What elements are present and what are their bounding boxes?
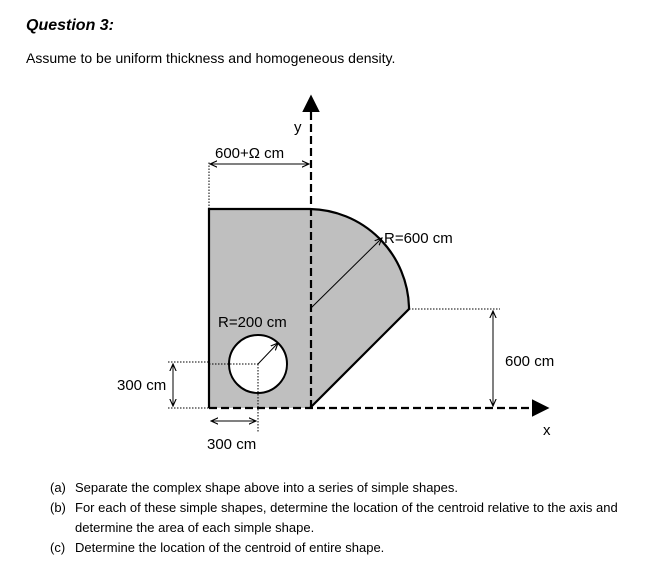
part-text: For each of these simple shapes, determine the location of the centroid relative to the axis and determine the area of each simple shape. [75,500,618,535]
part-text: Determine the location of the centroid of entire shape. [75,540,385,555]
radius-small-label: R=200 cm [218,314,287,331]
part-marker: (b) [50,500,66,515]
width-label: 600+Ω cm [215,145,285,162]
question-title: Question 3: [26,17,115,34]
radius-big-label: R=600 cm [384,230,453,247]
question-intro: Assume to be uniform thickness and homogeneous density. [26,50,396,66]
part-text: Separate the complex shape above into a series of simple shapes. [75,480,459,495]
part-marker: (a) [50,480,66,495]
question-part-b [50,498,650,538]
question-part-c [50,538,650,558]
y-axis-label: y [294,119,302,136]
height-right-label: 600 cm [505,353,555,370]
bottom-offset-label: 300 cm [207,436,257,453]
question-parts-list [50,478,650,558]
part-marker: (c) [50,540,66,555]
x-axis-label: x [543,422,551,439]
question-part-a [50,478,650,498]
height-left-label: 300 cm [117,377,167,394]
